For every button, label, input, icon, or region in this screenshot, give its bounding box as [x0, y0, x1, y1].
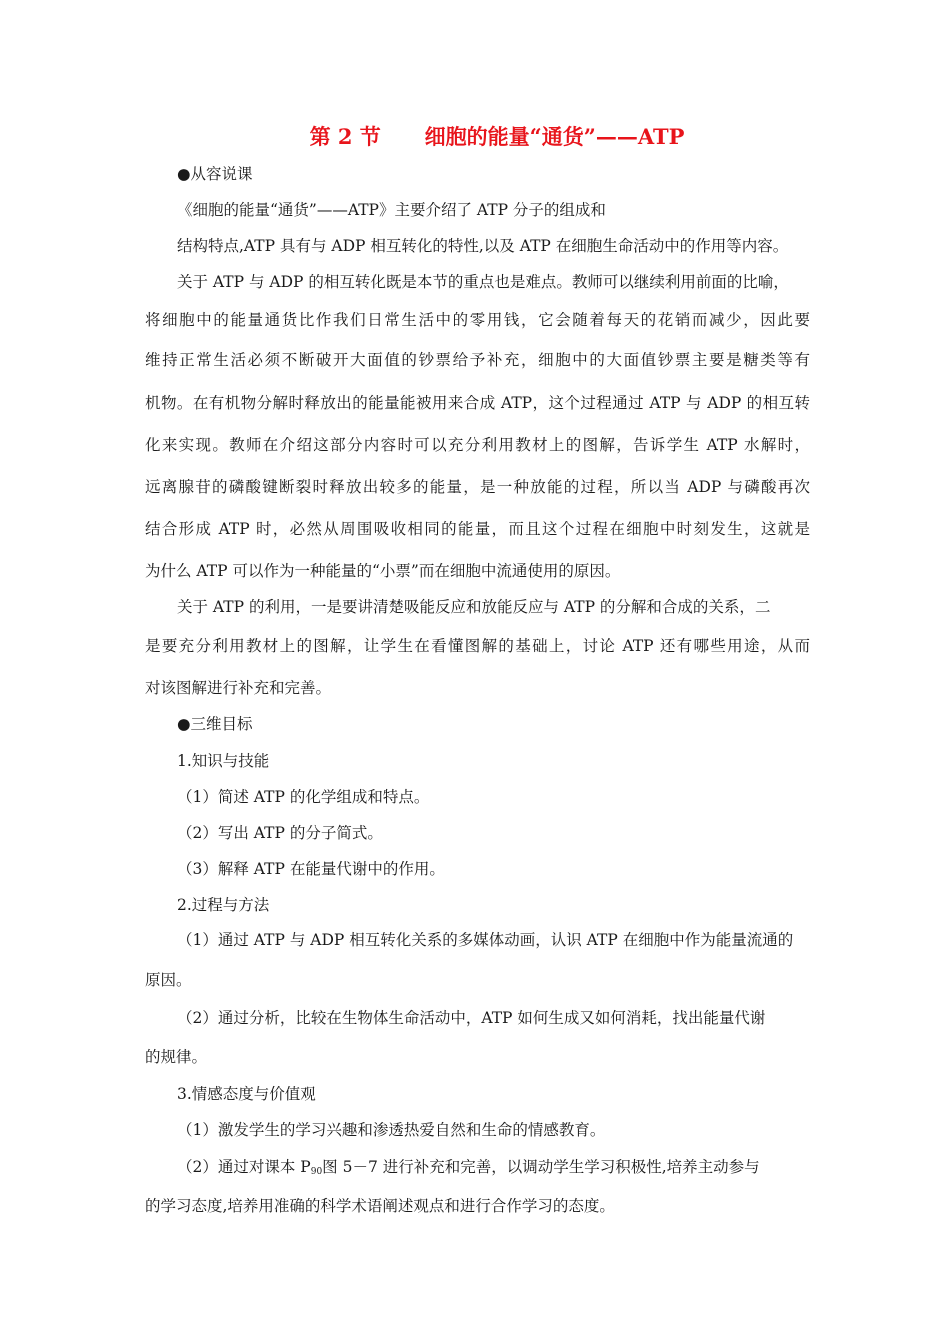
list-item: （1）简述 ATP 的化学组成和特点。 [177, 788, 430, 806]
list-item-continued: 原因。 [145, 971, 192, 989]
list-item-continued: 的规律。 [145, 1048, 208, 1066]
paragraph-line: 是要充分利用教材上的图解，让学生在看懂图解的基础上，讨论 ATP 还有哪些用途，从而 [145, 637, 810, 655]
list-item-text: （2）通过对课本 P [177, 1158, 311, 1176]
paragraph-line: 维持正常生活必须不断破开大面值的钞票给予补充，细胞中的大面值钞票主要是糖类等有 [145, 351, 810, 369]
paragraph-line: 化来实现。教师在介绍这部分内容时可以充分利用教材上的图解，告诉学生 ATP 水解时， [145, 436, 810, 454]
list-item-text: 图 5－7 进行补充和完善，以调动学生学习积极性,培养主动参与 [322, 1158, 760, 1176]
list-item [177, 1157, 842, 1182]
paragraph-line: 关于 ATP 的利用，一是要讲清楚吸能反应和放能反应与 ATP 的分解和合成的关系，二 [177, 598, 771, 616]
paragraph-line: 《细胞的能量“通货”——ATP》主要介绍了 ATP 分子的组成和 [177, 201, 606, 219]
list-item: （2）通过分析，比较在生物体生命活动中，ATP 如何生成又如何消耗，找出能量代谢 [177, 1009, 766, 1027]
list-item: （1）激发学生的学习兴趣和渗透热爱自然和生命的情感教育。 [177, 1121, 606, 1139]
paragraph-line: 远离腺苷的磷酸键断裂时释放出较多的能量，是一种放能的过程，所以当 ADP 与磷酸再次 [145, 478, 810, 496]
paragraph-line: 结构特点,ATP 具有与 ADP 相互转化的特性,以及 ATP 在细胞生命活动中的作用等内容。 [177, 237, 789, 255]
section-title: 第 2 节 细胞的能量“通货”——ATP [309, 124, 685, 149]
list-item-continued: 的学习态度,培养用准确的科学术语阐述观点和进行合作学习的态度。 [145, 1197, 615, 1215]
paragraph-line: 将细胞中的能量通货比作我们日常生活中的零用钱，它会随着每天的花销而减少，因此要 [145, 311, 810, 329]
paragraph-line: 关于 ATP 与 ADP 的相互转化既是本节的重点也是难点。教师可以继续利用前面的比喻， [177, 273, 789, 291]
paragraph-line: 机物。在有机物分解时释放出的能量能被用来合成 ATP，这个过程通过 ATP 与 ADP 的相互转 [145, 394, 810, 412]
subsection-heading: 3.情感态度与价值观 [177, 1085, 316, 1103]
paragraph-line: 对该图解进行补充和完善。 [145, 679, 332, 697]
list-item: （3）解释 ATP 在能量代谢中的作用。 [177, 860, 445, 878]
subsection-heading: 2.过程与方法 [177, 896, 270, 914]
page-number-subscript: 90 [310, 1167, 323, 1177]
list-item: （1）通过 ATP 与 ADP 相互转化关系的多媒体动画，认识 ATP 在细胞中作为能量流通的 [177, 931, 794, 949]
paragraph-line: 为什么 ATP 可以作为一种能量的“小票”而在细胞中流通使用的原因。 [145, 562, 621, 580]
paragraph-line: 结合形成 ATP 时，必然从周围吸收相同的能量，而且这个过程在细胞中时刻发生，这就是 [145, 520, 810, 538]
list-item: （2）写出 ATP 的分子简式。 [177, 824, 383, 842]
subsection-heading: 1.知识与技能 [177, 752, 270, 770]
goals-heading: ●三维目标 [177, 715, 253, 733]
intro-heading: ●从容说课 [177, 165, 253, 183]
